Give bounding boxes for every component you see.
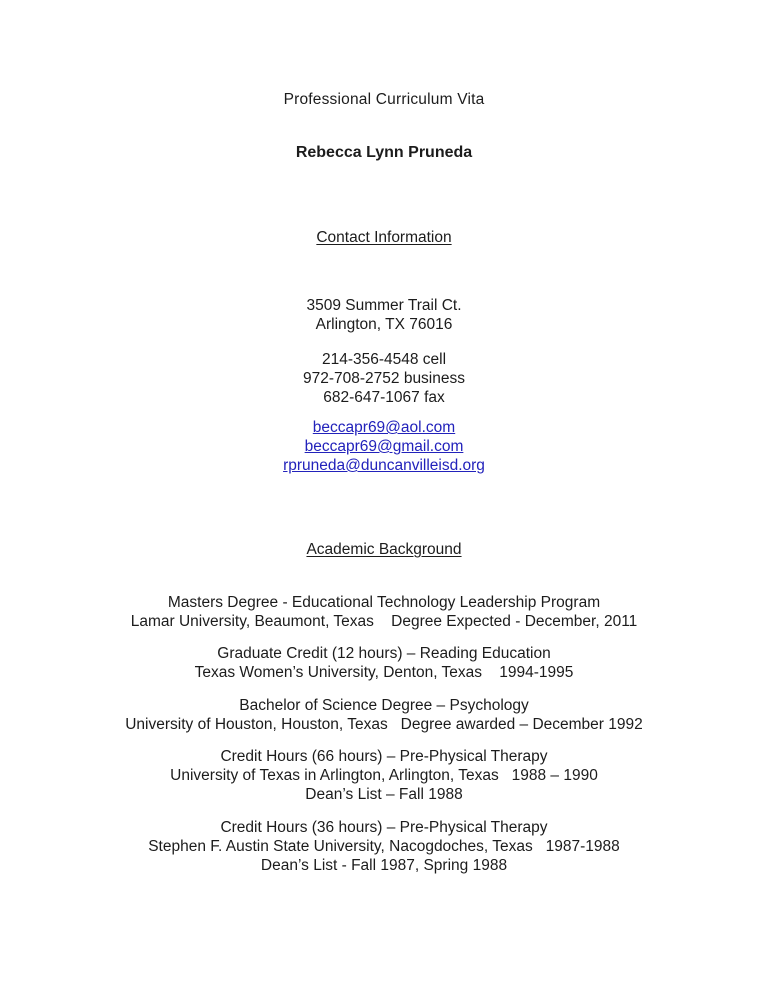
education-entry-uta [0, 747, 768, 804]
education-line: University of Houston, Houston, Texas Degree awarded – December 1992 [125, 716, 643, 733]
address-block [0, 296, 768, 334]
education-line: Dean’s List - Fall 1987, Spring 1988 [260, 857, 508, 874]
education-line: Stephen F. Austin State University, Nacogdoches, Texas 1987-1988 [148, 838, 620, 855]
email-link-gmail[interactable]: beccapr69@gmail.com [304, 438, 464, 455]
phone-business-line: 972-708-2752 business [302, 370, 465, 387]
email-link-district[interactable]: rpruneda@duncanvilleisd.org [283, 457, 485, 474]
education-line: Dean’s List – Fall 1988 [305, 786, 463, 803]
education-line: Lamar University, Beaumont, Texas Degree Expected - December, 2011 [130, 613, 638, 630]
education-line: University of Texas in Arlington, Arlington, Texas 1988 – 1990 [170, 767, 598, 784]
address-line: 3509 Summer Trail Ct. [306, 297, 462, 314]
education-entry-masters [0, 593, 768, 631]
education-entry-graduate-credit [0, 644, 768, 682]
person-name: Rebecca Lynn Pruneda [295, 144, 473, 161]
education-line: Bachelor of Science Degree – Psychology [239, 697, 529, 714]
education-line: Graduate Credit (12 hours) – Reading Education [217, 645, 551, 662]
education-entry-bachelors [0, 696, 768, 734]
email-block [0, 418, 768, 475]
contact-information-heading: Contact Information [316, 229, 452, 246]
address-line: Arlington, TX 76016 [315, 316, 453, 333]
phone-fax-line: 682-647-1067 fax [323, 389, 445, 406]
phone-block [0, 350, 768, 407]
email-link-aol[interactable]: beccapr69@aol.com [312, 419, 456, 436]
education-line: Texas Women’s University, Denton, Texas 1994-1995 [194, 664, 574, 681]
phone-cell-line: 214-356-4548 cell [321, 351, 447, 368]
education-line: Credit Hours (66 hours) – Pre-Physical Therapy [220, 748, 548, 765]
document-title: Professional Curriculum Vita [283, 91, 485, 108]
education-entry-sfa [0, 818, 768, 875]
education-line: Masters Degree - Educational Technology Leadership Program [167, 594, 601, 611]
academic-background-heading: Academic Background [306, 541, 462, 558]
education-line: Credit Hours (36 hours) – Pre-Physical Therapy [220, 819, 548, 836]
